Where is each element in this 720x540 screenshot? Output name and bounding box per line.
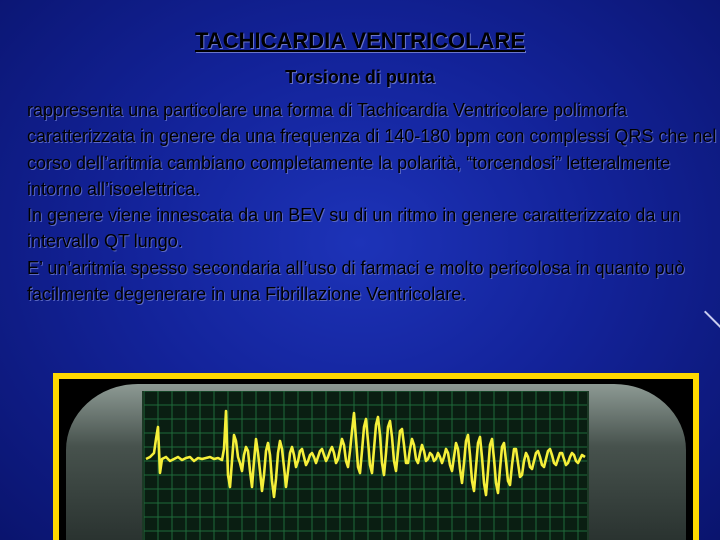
decorative-line — [704, 311, 720, 334]
ecg-trace-graphic — [144, 391, 587, 540]
ecg-monitor-screen — [142, 391, 589, 540]
slide-body-text: rappresenta una particolare una forma di Tachicardia Ventricolare polimorfa caratterizzata in genere da una frequenza di 140-180 bpm con complessi QRS che nel corso dell’aritmia cambiano completamente la polarità, “torcendosi” letteralmente intorno all’isoelettrica. In genere viene innescata da un BEV su di un ritmo in genere caratterizzato da un intervallo QT lungo. E’ un’aritmia spesso secondaria all’uso di farmaci e molto pericolosa in quanto può facilmente degenerare in una Fibrillazione Ventricolare. — [27, 100, 717, 305]
slide-title: TACHICARDIA VENTRICOLARE — [195, 28, 525, 53]
ecg-trace — [146, 411, 585, 497]
slide-subtitle: Torsione di punta — [285, 67, 435, 87]
ecg-grid — [144, 391, 587, 540]
